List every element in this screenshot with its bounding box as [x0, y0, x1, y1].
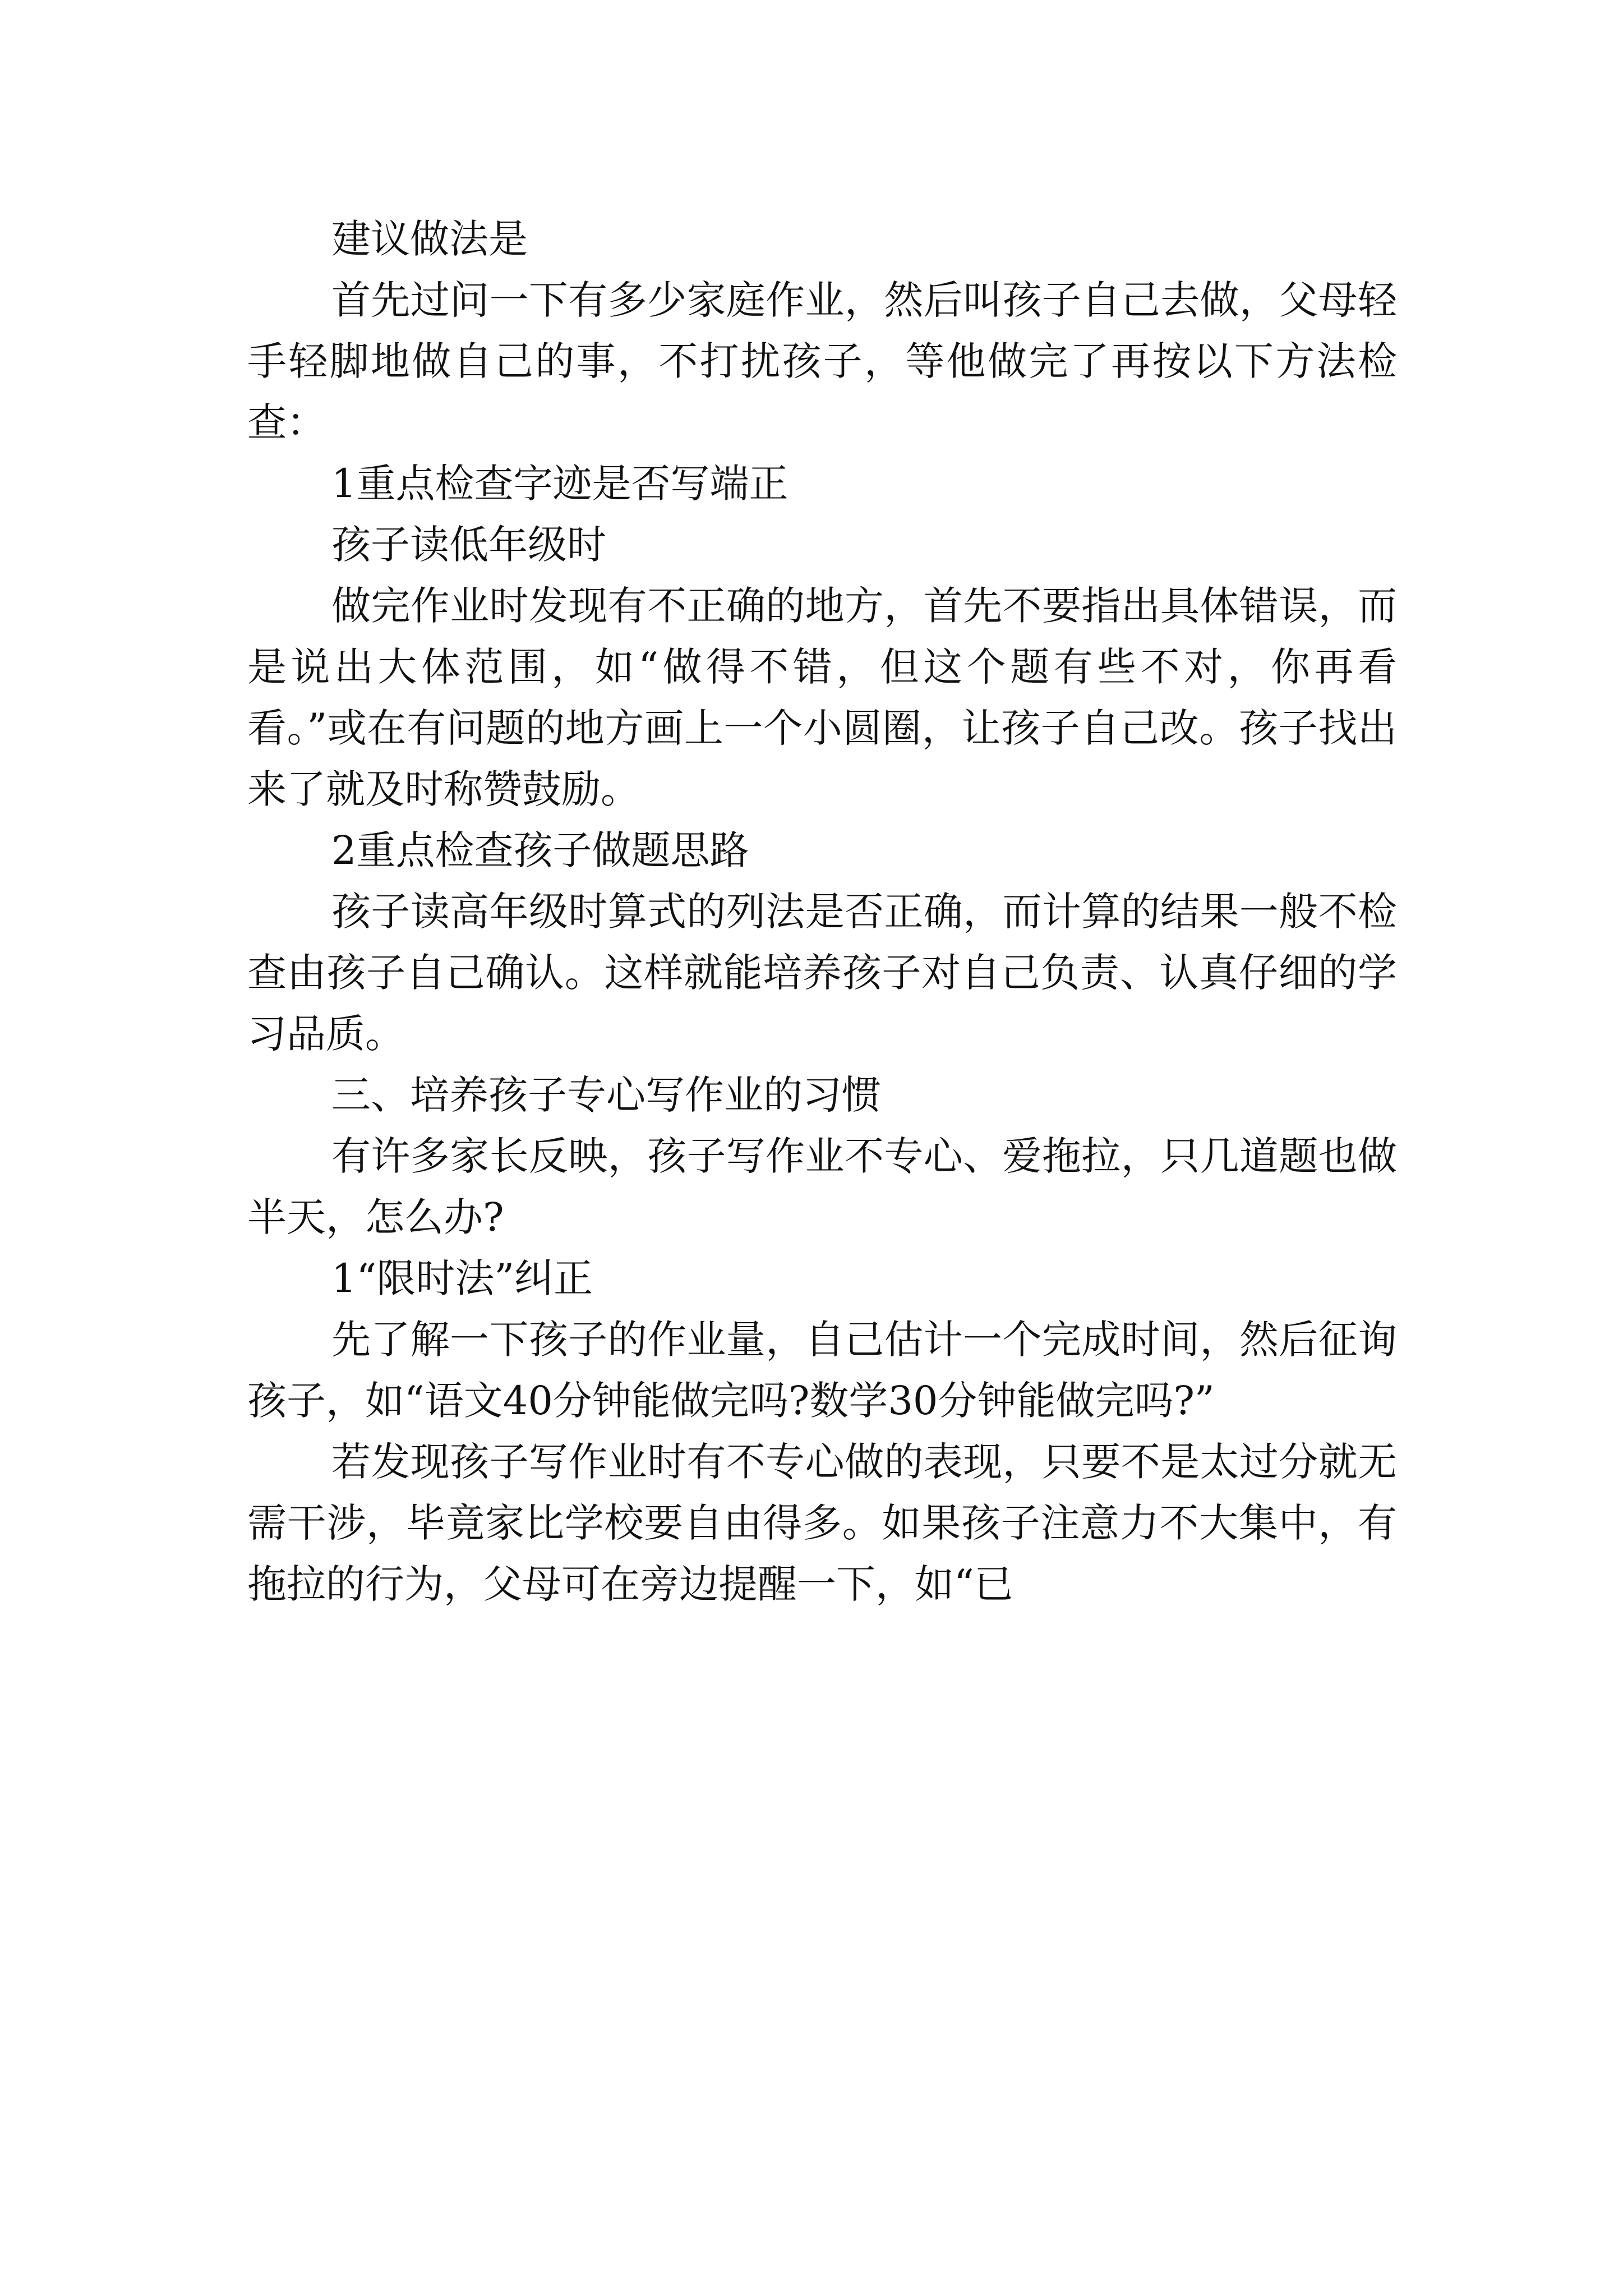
- paragraph-7: 孩子读高年级时算式的列法是否正确，而计算的结果一般不检查由孩子自己确认。这样就能培养孩子对自己负责、认真仔细的学习品质。: [247, 889, 1397, 1057]
- paragraph-1: 建议做法是: [331, 216, 528, 262]
- paragraph-6-heading: 2重点检查孩子做题思路: [331, 827, 749, 873]
- document-body: [247, 209, 1397, 1615]
- paragraph-5: 做完作业时发现有不正确的地方，首先不要指出具体错误，而是说出大体范围，如“做得不错，但这个题有些不对，你再看看。”或在有问题的地方画上一个小圆圈，让孩子自己改。孩子找出来了就及时称赞鼓励。: [247, 583, 1397, 812]
- paragraph-4: 孩子读低年级时: [331, 522, 606, 568]
- paragraph-10-heading: 1“限时法”纠正: [331, 1255, 593, 1301]
- section-heading: 三、培养孩子专心写作业的习惯: [331, 1072, 881, 1118]
- paragraph-3-heading: 1重点检查字迹是否写端正: [331, 461, 789, 507]
- paragraph-12: 若发现孩子写作业时有不专心做的表现，只要不是太过分就无需干涉，毕竟家比学校要自由得多。如果孩子注意力不大集中，有拖拉的行为，父母可在旁边提醒一下，如“已: [247, 1439, 1397, 1607]
- paragraph-2: 首先过问一下有多少家庭作业，然后叫孩子自己去做，父母轻手轻脚地做自己的事，不打扰孩子，等他做完了再按以下方法检查：: [247, 277, 1397, 445]
- paragraph-9: 有许多家长反映，孩子写作业不专心、爱拖拉，只几道题也做半天，怎么办?: [247, 1133, 1397, 1240]
- paragraph-11: 先了解一下孩子的作业量，自己估计一个完成时间，然后征询孩子，如“语文40分钟能做完吗?数学30分钟能做完吗?”: [247, 1317, 1397, 1424]
